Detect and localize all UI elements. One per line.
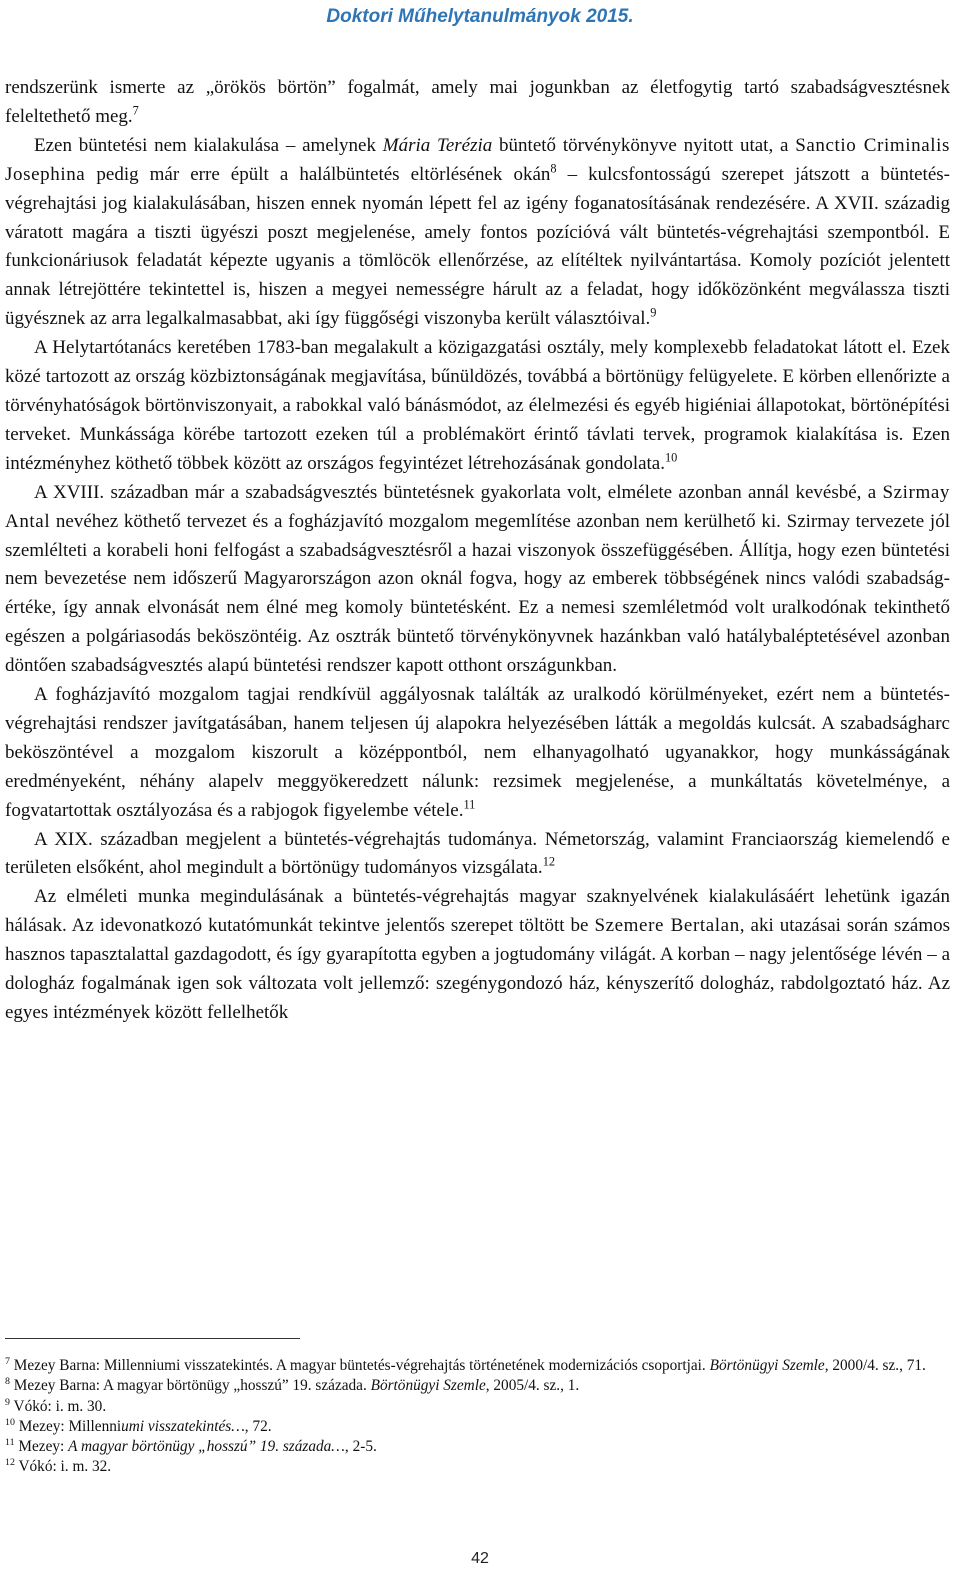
paragraph [5,479,950,681]
paragraph [5,883,950,1028]
text-run: – kulcsfontosságú szerepet játszott a büntetés-végrehajtási jog kialakulásában, hiszen ennek nyomán lépett fel az igény foganatosításának rendezésére. A XVII. századig váratott magára a tiszti ügyészi poszt megjelenése, amely fontos pozícióvá vált büntetés-végrehajtási szempontból. E funkcionáriusok feladatát képezte ugyanis a tömlöcök ellenőrzése, az elítéltek nyilvántartása. Komoly pozíciót jelentett annak létrejöttére tekintettel is, hiszen a megyei nemességre hárult az a feladat, hogy időközönként megválassza tiszti ügyésznek az arra legalkalmasabbat, aki így függőségi viszonyba került választóival. [5,163,950,330]
text-run: , aki utazásai során számos hasznos tapasztalattal gazdagodott, és így gyarapította egyben a jogtudomány világát. A korban – nagy jelentősége lévén – a dologház fogalmának igen sok változata volt jellemző: szegénygondozó ház, kényszerítő dologház, rabdolgoztató ház. Az egyes intézmények között fellelhetők [5,915,950,1023]
text-run: Mezey Barna: Millenniumi visszatekintés. A magyar büntetés-végrehajtás történetének modernizációs csoportjai. [9,1357,710,1374]
italic-text: Börtönügyi Szemle [709,1357,825,1374]
text-run: , 72. [244,1417,272,1435]
paragraph [5,334,950,479]
paragraph [5,74,950,132]
text-run: A Helytartótanács keretében 1783-ban megalakult a közigazgatási osztály, mely komplexebb feladatokat látott el. Ezek közé tartozott az ország közbiztonságának megjavítása, bűnüldözés, továbbá a börtönügy felügyelete. E körben ellenőrizte a törvényhatóságok börtönviszonyait, a rabokkal való bánásmódot, az élelmezési és egyéb higiéniai állapotokat, börtönépítési terveket. Munkássága körébe tartozott ezeken túl a problémakört érintő távlati tervek, programok kialakítása is. Ezen intézményhez köthető többek között az országos fegyintézet létrehozásának gondolata. [5,337,950,474]
text-run: , 2000/4. sz., 71. [824,1357,926,1374]
text-run: , 2005/4. sz., 1. [485,1377,580,1395]
main-text [5,74,950,1028]
spaced-name: Sanctio Criminalis Josephina [5,134,950,185]
text-run: büntető törvénykönyve nyitott utat, a [492,134,796,156]
paragraph [5,132,950,334]
text-run: Ezen büntetési nem kialakulása – amelynek [34,134,383,156]
spaced-name: Szemere Bertalan [594,915,740,937]
page-number: 42 [471,1550,489,1567]
text-run: , 2-5. [344,1438,377,1456]
text-run: A fogházjavító mozgalom tagjai rendkívül aggályosnak találták az uralkodó körülményeket, ezért nem a büntetés-végrehajtási rendszer javítgatásában, hanem teljesen új alapokra helyezésében látták a megoldás kulcsát. A szabadságharc beköszöntével a mozgalom kiszorult a középpontból, nem elhanyagolható ugyanakkor, hogy munkásságának eredményeként, néhány alapelv meggyökeredzett nálunk: rezsimek megjelenése, a munkáltatás követelménye, a fogvatartottak osztályozása és a rabjogok figyelembe vétele. [5,684,950,821]
footnote-marker: 10 [665,450,678,465]
footnote-marker: 12 [542,855,556,870]
italic-text: Börtönügyi Szemle [370,1377,486,1395]
paragraph [5,826,950,884]
footnote-marker: 10 [5,1416,15,1428]
footnote-marker: 7 [132,103,139,118]
text-run: Mezey: [14,1438,69,1456]
paragraph [5,681,950,826]
text-run: rendszerünk ismerte az „örökös börtön” fogalmát, amely mai jogunkban az életfogytig tartó szabadságvesztésnek feleltethető meg. [5,77,950,127]
footnote [5,1457,950,1477]
footnote [5,1397,950,1417]
text-run: Vókó: i. m. 30. [9,1397,107,1415]
text-run: A XIX. században megjelent a büntetés-végrehajtás tudománya. Németország, valamint Franciaország kiemelendő e területen elsőként, ahol megindult a börtönügy tudományos vizsgálata. [5,828,950,879]
spaced-name: Szirmay Antal [5,481,950,532]
footnote-marker: 11 [5,1437,15,1449]
footnote-marker: 12 [5,1457,15,1469]
footnote-marker: 7 [5,1355,10,1367]
footnote [5,1437,950,1457]
text-run: Mezey Barna: A magyar börtönügy „hosszú” 19. százada. [9,1377,371,1395]
text-run: Az elméleti munka megindulásának a büntetés-végrehajtás magyar szaknyelvének kialakulásáért lehetünk igazán hálásak. Az idevonatkozó kutatómunkát tekintve jelentős szerepet töltött be [5,886,950,937]
text-run: Vókó: i. m. 32. [14,1458,112,1476]
text-run: nevéhez köthető tervezet és a fogházjavító mozgalom megemlítése azonban nem kerülhető ki. Szirmay tervezete jól szemlélteti a korabeli honi felfogást a szabadságvesztésről a hazai viszonyok összefüggésében. Állítja, hogy ezen büntetési nem bevezetése nem időszerű Magyarországon azon oknál fogva, hogy az emberek többségének nincs valódi szabadság-értéke, így annak elvonását nem élné meg komoly büntetésként. Ez a nemesi szemléletmód volt uralkodónak tekinthető egészen a polgáriasodás beköszöntéig. Az osztrák büntető törvénykönyvnek hazánkban való hatálybaléptetésével azonban döntően szabadságvesztés alapú büntetési rendszer kapott otthont országunkban. [5,510,950,677]
running-header: Doktori Műhelytanulmányok 2015. [326,6,634,27]
italic-text: A magyar börtönügy „hosszú” 19. százada… [68,1438,345,1456]
footnote-marker: 11 [463,797,476,812]
footnote-marker: 9 [650,305,657,320]
text-run: A XVIII. században már a szabadságvesztés büntetésnek gyakorlata volt, elmélete azonban annál kevésbé, a [34,481,883,503]
footnote [5,1356,950,1376]
italic-text: umi visszatekintés… [121,1417,245,1435]
text-run: pedig már erre épült a halálbüntetés eltörlésének okán [85,163,551,185]
italic-text: Mária Terézia [382,134,493,156]
footnote-separator [5,1338,300,1339]
footnotes [5,1356,950,1478]
footnote-marker: 8 [550,161,557,176]
footnote-marker: 9 [5,1396,10,1408]
footnote [5,1376,950,1396]
text-run: Mezey: Millenni [14,1417,122,1435]
footnote [5,1417,950,1437]
footnote-marker: 8 [5,1376,10,1388]
